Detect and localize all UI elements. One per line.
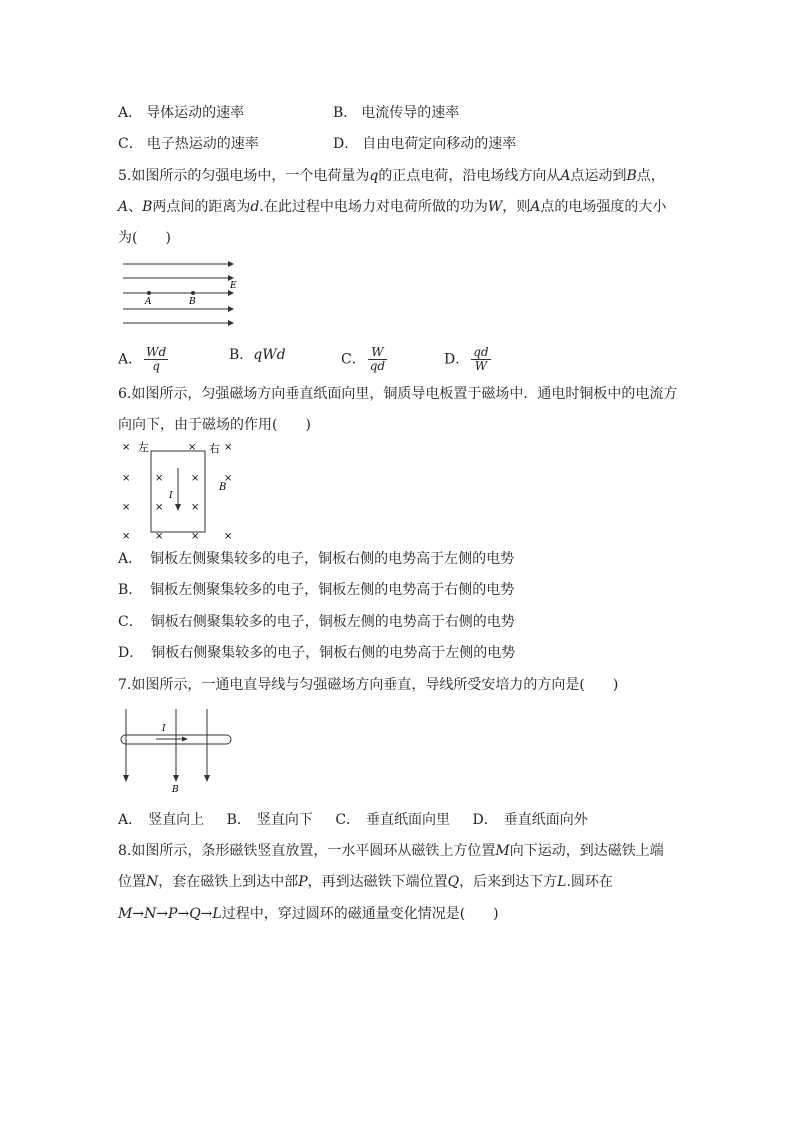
q8-stem-line3: M→N→P→Q→L过程中，穿过圆环的磁通量变化情况是( ) — [118, 906, 499, 922]
q6-field-label: B — [219, 482, 227, 493]
q5-field-e-label: E — [230, 281, 237, 291]
q6-stem-line1: 6.如图所示，匀强磁场方向垂直纸面向里，铜质导电板置于磁场中．通电时铜板中的电流方 — [118, 386, 678, 402]
q6-option-c: C． 铜板右侧聚集较多的电子，铜板左侧的电势高于右侧的电势 — [118, 614, 515, 630]
q6-option-d: D． 铜板右侧聚集较多的电子，铜板右侧的电势高于左侧的电势 — [118, 645, 516, 661]
svg-text:×: × — [191, 531, 200, 540]
svg-text:×: × — [191, 502, 200, 513]
q6-option-a: A． 铜板左侧聚集较多的电子，铜板右侧的电势高于左侧的电势 — [118, 551, 515, 567]
q4-option-d: D． 自由电荷定向移动的速率 — [333, 136, 517, 152]
svg-text:×: × — [224, 442, 233, 453]
q5-option-b: B．qWd — [229, 347, 286, 363]
q7-stem-line1: 7.如图所示，一通电直导线与匀强磁场方向垂直，导线所受安培力的方向是( ) — [118, 677, 619, 693]
q5-option-d: D． $\frac{qd}{W}$ — [444, 345, 489, 373]
q5-stem-line2: A、B两点间的距离为d.在此过程中电场力对电荷所做的功为W，则A点的电场强度的大小 — [118, 199, 667, 215]
q5-stem-line1: 5.如图所示的匀强电场中，一个电荷量为q的正点电荷，沿电场线方向从A点运动到B点， — [118, 168, 665, 184]
q7-option-d: D． 垂直纸面向外 — [472, 812, 588, 828]
svg-text:×: × — [188, 442, 197, 453]
q6-copper-plate-figure — [118, 438, 243, 540]
q8-stem-line1: 8.如图所示，条形磁铁竖直放置，一水平圆环从磁铁上方位置M向下运动，到达磁铁上端 — [118, 843, 664, 859]
svg-text:×: × — [155, 531, 164, 540]
q6-left-label: 左 — [138, 441, 149, 454]
q6-right-label: 右 — [209, 442, 220, 455]
q5-point-a-label: A — [145, 297, 152, 307]
svg-text:×: × — [191, 473, 200, 484]
q4-option-b: B． 电流传导的速率 — [333, 105, 460, 121]
q7-current-label: I — [162, 724, 166, 734]
svg-text:×: × — [155, 502, 164, 513]
q7-option-c: C． 垂直纸面向里 — [335, 812, 451, 828]
q5-electric-field-figure — [118, 256, 248, 336]
q7-field-label: B — [172, 785, 179, 795]
q4-option-a: A． 导体运动的速率 — [118, 105, 245, 121]
q5-option-c: C． $\frac{W}{qd}$ — [341, 345, 386, 373]
q7-wire-figure — [118, 703, 238, 795]
svg-text:×: × — [224, 473, 233, 484]
svg-text:×: × — [122, 442, 131, 453]
q5-point-b-label: B — [189, 297, 196, 307]
q7-options — [118, 811, 588, 829]
q6-current-label: I — [169, 491, 173, 501]
svg-text:×: × — [122, 473, 131, 484]
svg-text:×: × — [224, 531, 233, 540]
q7-option-b: B． 竖直向下 — [226, 812, 313, 828]
svg-text:×: × — [122, 502, 131, 513]
q5-option-a: A． $\frac{Wd}{q}$ — [118, 345, 167, 373]
q6-option-b: B． 铜板左侧聚集较多的电子，铜板左侧的电势高于右侧的电势 — [118, 582, 515, 598]
svg-text:×: × — [155, 473, 164, 484]
q5-stem-line3: 为( ) — [118, 230, 171, 246]
q4-option-c: C． 电子热运动的速率 — [118, 136, 259, 152]
svg-text:×: × — [122, 531, 131, 540]
q7-option-a: A． 竖直向上 — [118, 812, 205, 828]
q8-stem-line2: 位置N，套在磁铁上到达中部P，再到达磁铁下端位置Q，后来到达下方L.圆环在 — [118, 874, 613, 890]
q6-stem-line2: 向向下，由于磁场的作用( ) — [118, 417, 311, 433]
